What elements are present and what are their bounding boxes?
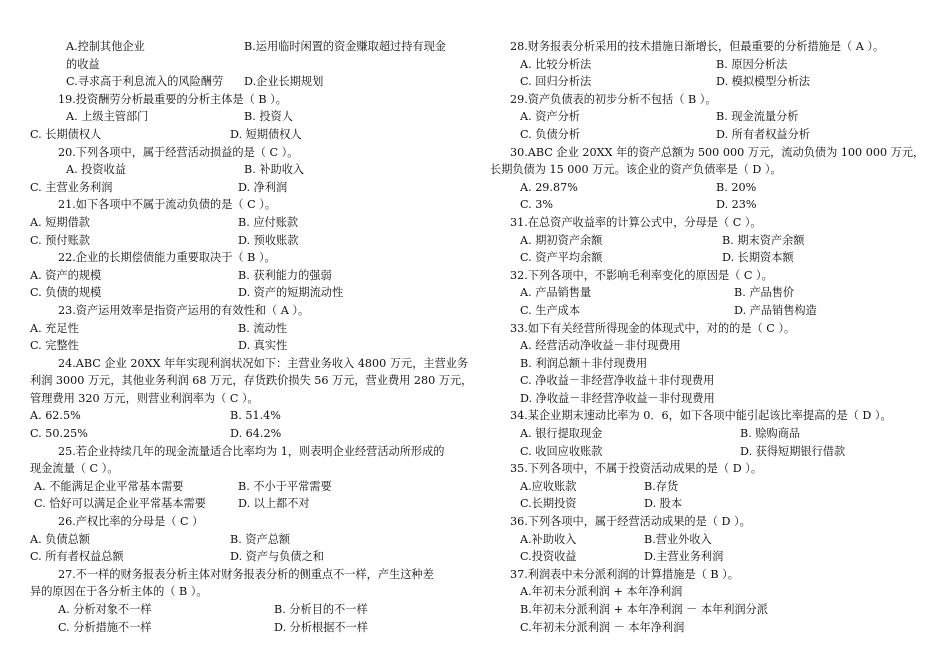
text-line [30, 161, 480, 179]
text-line [30, 407, 480, 425]
text-segment: D. 净收益－非经营净收益－非付现费用 [520, 391, 715, 405]
text-line [30, 619, 480, 637]
text-line [510, 601, 930, 619]
text-segment: 21.如下各项中不属于流动负债的是（ C ）。 [58, 198, 277, 212]
text-segment: 20.下列各项中，属于经营活动损益的是（ C ）。 [58, 145, 299, 159]
text-segment: 33.如下有关经营所得现金的体现式中，对的的是（ C ）。 [510, 321, 796, 335]
text-segment: B. 流动性 [238, 321, 287, 335]
text-line [510, 302, 930, 320]
text-segment: 32.下列各项中，不影响毛利率变化的原因是（ C ）。 [510, 268, 773, 282]
text-line [30, 495, 480, 513]
text-segment: B. 补助收入 [244, 163, 305, 177]
text-segment: D. 23% [716, 198, 757, 212]
text-line [510, 196, 930, 214]
text-segment: B. 资产总额 [230, 532, 291, 546]
text-line [510, 478, 930, 496]
text-line [510, 73, 930, 91]
text-segment: C. 50.25% [30, 427, 88, 441]
text-segment: C.投资收益 [520, 550, 577, 564]
text-segment: C. 长期债权人 [30, 127, 102, 141]
text-segment: C. 负债分析 [520, 127, 581, 141]
text-line [510, 337, 930, 355]
text-line [30, 56, 480, 74]
text-line [510, 56, 930, 74]
text-line [510, 267, 930, 285]
text-segment: 长期负债为 15 000 万元。该企业的资产负债率是（ D ）。 [490, 163, 782, 177]
text-line [30, 337, 480, 355]
text-segment: 30.ABC 企业 20XX 年的资产总额为 500 000 万元，流动负债为 100 000 万元， [510, 145, 925, 159]
text-line [30, 73, 480, 91]
text-line [30, 443, 480, 461]
text-segment: B.运用临时闲置的资金赚取超过持有现金 [244, 40, 446, 53]
text-segment: 35.下列各项中，不属于投资活动成果的是（ D ）。 [510, 462, 763, 476]
text-line [510, 214, 930, 232]
text-segment: 27.不一样的财务报表分析主体对财务报表分析的侧重点不一样，产生这种差 [58, 567, 434, 581]
text-line [510, 443, 930, 461]
text-segment: 37.利润表中未分派利润的计算措施是（ B ）。 [510, 567, 739, 581]
left-column [30, 38, 480, 636]
text-segment: D.企业长期规划 [244, 75, 324, 89]
text-line [30, 425, 480, 443]
text-segment: B. 期末资产余额 [722, 233, 805, 247]
text-segment: C. 负债的规模 [30, 286, 102, 300]
text-segment: B. 不小于平常需要 [238, 479, 332, 493]
text-line [30, 355, 480, 373]
text-line [510, 126, 930, 144]
text-segment: C. 预付账款 [30, 233, 91, 247]
text-line [510, 425, 930, 443]
text-line [510, 513, 930, 531]
text-segment: 28.财务报表分析采用的技术措施日渐增长，但最重要的分析措施是（ A ）。 [510, 40, 885, 53]
text-segment: B.年初未分派利润 + 本年净利润 － 本年利润分派 [520, 603, 768, 616]
text-segment: 24.ABC 企业 20XX 年年实现利润状况如下：主营业务收入 4800 万元，主营业务 [58, 356, 469, 370]
text-line [510, 460, 930, 478]
text-segment: A. 产品销售量 [520, 286, 592, 300]
text-segment: A. 分析对象不一样 [58, 603, 152, 616]
text-segment: D. 以上都不对 [238, 497, 310, 511]
text-line [30, 126, 480, 144]
text-line [30, 372, 480, 390]
text-segment: B. 获利能力的强弱 [238, 268, 332, 282]
text-segment: C. 恰好可以满足企业平常基本需要 [34, 497, 206, 511]
text-line [510, 390, 930, 408]
text-segment: B. 利润总额＋非付现费用 [520, 356, 648, 370]
text-segment: 26.产权比率的分母是（ C ） [58, 515, 204, 529]
text-line [510, 91, 930, 109]
text-line [510, 320, 930, 338]
text-segment: B. 分析目的不一样 [274, 603, 368, 616]
text-segment: D. 模拟模型分析法 [716, 75, 810, 89]
text-segment: C. 收回应收账款 [520, 444, 603, 458]
text-segment: A.应收账款 [520, 479, 577, 493]
text-segment: A. 上级主管部门 [66, 110, 149, 124]
text-segment: C.长期投资 [520, 497, 577, 511]
text-line [30, 531, 480, 549]
text-segment: B.营业外收入 [644, 532, 712, 546]
text-line [30, 267, 480, 285]
text-segment: B. 现金流量分析 [716, 110, 799, 124]
text-segment: D. 净利润 [238, 180, 288, 194]
text-segment: A. 银行提取现金 [520, 427, 603, 441]
text-segment: A. 投资收益 [66, 163, 126, 177]
text-line [510, 495, 930, 513]
text-segment: 管理费用 320 万元，则营业利润率为（ C ）。 [30, 391, 259, 405]
text-line [30, 566, 480, 584]
text-segment: A.年初未分派利润 + 本年净利润 [520, 585, 683, 599]
text-line [30, 548, 480, 566]
text-segment: D. 资产的短期流动性 [238, 286, 344, 300]
text-segment: B. 赊购商品 [740, 427, 801, 441]
text-line [30, 478, 480, 496]
text-segment: A. 资产分析 [520, 110, 580, 124]
text-segment: C. 回归分析法 [520, 75, 592, 89]
text-line [510, 566, 930, 584]
text-line [30, 390, 480, 408]
text-segment: 的收益 [66, 57, 100, 71]
text-segment: C.寻求高于利息流入的风险酬劳 [66, 75, 224, 89]
text-segment: 25.若企业持续几年的现金流量适合比率均为 1，则表明企业经营活动所形成的 [58, 444, 445, 458]
text-line [30, 513, 480, 531]
text-segment: C. 完整性 [30, 339, 79, 353]
text-segment: C. 分析措施不一样 [58, 620, 152, 634]
text-line [510, 144, 930, 162]
text-segment: 31.在总资产收益率的计算公式中，分母是（ C ）。 [510, 215, 762, 229]
text-line [30, 179, 480, 197]
text-segment: 23.资产运用效率是指资产运用的有效性和（ A ）。 [58, 303, 310, 317]
text-segment: B. 51.4% [230, 409, 281, 423]
text-segment: D. 股本 [644, 497, 683, 511]
text-segment: B.存货 [644, 479, 679, 493]
text-segment: 现金流量（ C ）。 [30, 462, 119, 476]
text-line [30, 320, 480, 338]
text-line [510, 108, 930, 126]
text-line [490, 161, 930, 179]
text-line [30, 232, 480, 250]
text-segment: D. 预收账款 [238, 233, 299, 247]
text-segment: B. 投资人 [244, 110, 293, 124]
text-line [510, 249, 930, 267]
text-segment: A. 负债总额 [30, 532, 90, 546]
text-line [30, 460, 480, 478]
text-segment: D. 资产与负债之和 [230, 550, 324, 564]
text-segment: D. 短期债权人 [230, 127, 302, 141]
text-segment: D. 长期资本额 [722, 251, 794, 265]
text-segment: 36.下列各项中，属于经营活动成果的是（ D ）。 [510, 515, 751, 529]
text-segment: D. 获得短期银行借款 [740, 444, 846, 458]
text-segment: 34.某企业期末速动比率为 0．6，如下各项中能引起该比率提高的是（ D ）。 [510, 409, 892, 423]
text-line [30, 38, 480, 56]
text-segment: 19.投资酬劳分析最重要的分析主体是（ B ）。 [58, 92, 287, 106]
text-line [30, 284, 480, 302]
text-segment: A. 比较分析法 [520, 57, 592, 71]
text-segment: B. 原因分析法 [716, 57, 788, 71]
text-segment: C. 主营业务利润 [30, 180, 113, 194]
text-segment: D. 产品销售构造 [734, 303, 817, 317]
text-segment: D. 分析根据不一样 [274, 620, 368, 634]
text-line [510, 583, 930, 601]
text-line [510, 179, 930, 197]
text-segment: D. 64.2% [230, 427, 282, 441]
text-segment: D.主营业务利润 [644, 550, 724, 564]
text-segment: A. 不能满足企业平常基本需要 [34, 479, 184, 493]
text-segment: D. 真实性 [238, 339, 288, 353]
text-segment: B. 应付账款 [238, 215, 299, 229]
text-segment: A. 经营活动净收益－非付现费用 [520, 339, 681, 353]
text-line [30, 249, 480, 267]
text-segment: C. 3% [520, 198, 554, 212]
text-segment: A. 资产的规模 [30, 268, 102, 282]
text-line [510, 548, 930, 566]
text-line [30, 302, 480, 320]
text-line [30, 144, 480, 162]
text-segment: C. 净收益－非经营净收益＋非付现费用 [520, 374, 715, 388]
text-line [510, 619, 930, 637]
text-segment: B. 20% [716, 180, 757, 194]
text-segment: C. 资产平均余额 [520, 251, 603, 265]
text-segment: A. 短期借款 [30, 215, 90, 229]
text-segment: A.补助收入 [520, 532, 577, 546]
text-segment: C. 生产成本 [520, 303, 581, 317]
text-line [30, 214, 480, 232]
text-line [510, 531, 930, 549]
text-line [30, 601, 480, 619]
text-segment: A. 充足性 [30, 321, 79, 335]
text-segment: B. 产品售价 [734, 286, 795, 300]
text-segment: A. 29.87% [520, 180, 578, 194]
text-line [510, 372, 930, 390]
text-segment: 22.企业的长期偿债能力重要取决于（ B ）。 [58, 251, 276, 265]
text-line [510, 407, 930, 425]
text-line [30, 583, 480, 601]
text-segment: 29.资产负债表的初步分析不包括（ B ）。 [510, 92, 717, 106]
text-line [510, 355, 930, 373]
text-segment: A.控制其他企业 [66, 40, 145, 53]
text-segment: A. 62.5% [30, 409, 81, 423]
text-line [30, 108, 480, 126]
text-segment: D. 所有者权益分析 [716, 127, 810, 141]
text-segment: 利润 3000 万元，其他业务利润 68 万元，存货跌价损失 56 万元，营业费用 280 万元， [30, 374, 473, 388]
text-line [30, 91, 480, 109]
text-line [510, 232, 930, 250]
text-segment: A. 期初资产余额 [520, 233, 603, 247]
right-column [490, 38, 930, 636]
text-segment: C. 所有者权益总额 [30, 550, 124, 564]
text-line [510, 284, 930, 302]
text-segment: 异的原因在于各分析主体的（ B ）。 [30, 585, 208, 599]
text-line [510, 38, 930, 56]
text-line [30, 196, 480, 214]
text-segment: C.年初未分派利润 － 本年净利润 [520, 620, 685, 634]
